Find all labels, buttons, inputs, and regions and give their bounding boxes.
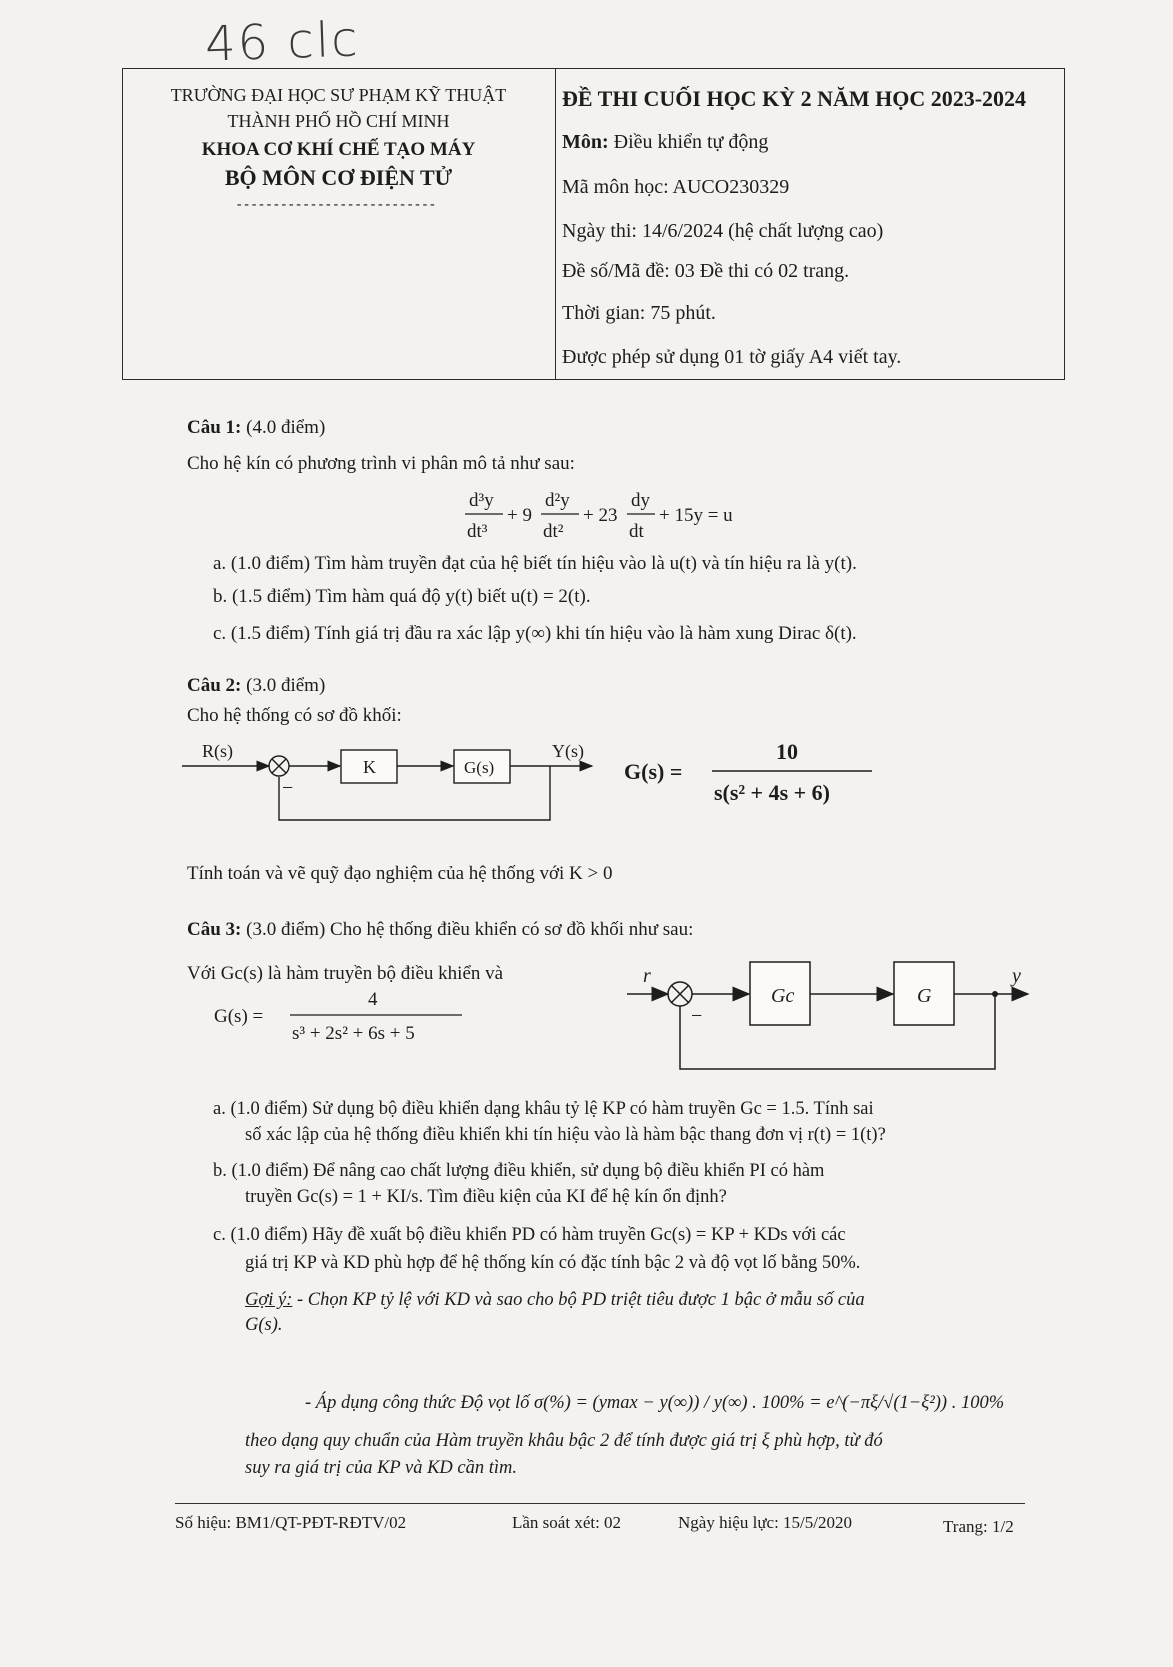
q2-gs-num: 10 bbox=[776, 739, 798, 764]
header-divider bbox=[555, 68, 556, 380]
q2-intro: Cho hệ thống có sơ đồ khối: bbox=[187, 705, 402, 726]
footer-effective-date: Ngày hiệu lực: 15/5/2020 bbox=[678, 1513, 852, 1532]
subject-label: Môn: bbox=[562, 131, 609, 153]
q3-part-a-line1: a. (1.0 điểm) Sử dụng bộ điều khiển dạng khâu tỷ lệ KP có hàm truyền Gc = 1.5. Tính sai bbox=[213, 1099, 874, 1119]
eq-plus23: + 23 bbox=[583, 505, 618, 526]
q3-hint-line4: suy ra giá trị của KP và KD cần tìm. bbox=[245, 1458, 518, 1478]
q3-hint-line1b: G(s). bbox=[245, 1315, 283, 1335]
q3-hint1a: - Chọn KP tỷ lệ với KD và sao cho bộ PD triệt tiêu được 1 bậc ở mẫu số của bbox=[297, 1290, 865, 1310]
faculty-name: KHOA CƠ KHÍ CHẾ TẠO MÁY bbox=[201, 139, 476, 160]
q3-gs-num: 4 bbox=[368, 989, 378, 1010]
q3-minus-sign: − bbox=[691, 1005, 703, 1027]
q3-intro: Cho hệ thống điều khiển có sơ đồ khối như sau: bbox=[330, 919, 694, 940]
q3-gs-lhs: G(s) = bbox=[214, 1006, 264, 1027]
q3-points: (3.0 điểm) bbox=[246, 919, 326, 940]
q3-hint-formula: - Áp dụng công thức Độ vọt lố σ(%) = (ymax − y(∞)) / y(∞) . 100% = e^(−πξ/√(1−ξ²)) . 100% bbox=[305, 1393, 1005, 1413]
eq-dt: dt bbox=[629, 521, 644, 542]
q2-minus-sign: − bbox=[282, 777, 294, 799]
q2-task: Tính toán và vẽ quỹ đạo nghiệm của hệ thống với K > 0 bbox=[187, 863, 613, 884]
q3-transfer-function bbox=[210, 987, 480, 1047]
q1-intro: Cho hệ kín có phương trình vi phân mô tả như sau: bbox=[187, 453, 575, 474]
q3-part-b-line2: truyền Gc(s) = 1 + KI/s. Tìm điều kiện của KI để hệ kín ổn định? bbox=[245, 1187, 727, 1207]
exam-duration: Thời gian: 75 phút. bbox=[562, 302, 716, 324]
footer-rule bbox=[175, 1503, 1025, 1504]
q3-block-diagram bbox=[625, 952, 1045, 1077]
q2-gs-lhs: G(s) = bbox=[624, 759, 683, 784]
q3-input-label: r bbox=[643, 965, 651, 987]
q3-block-g-label: G bbox=[917, 985, 932, 1007]
exam-date: Ngày thi: 14/6/2024 (hệ chất lượng cao) bbox=[562, 220, 884, 242]
q2-label: Câu 2: bbox=[187, 675, 242, 696]
eq-dy: dy bbox=[631, 490, 650, 511]
q2-block-k-label: K bbox=[363, 757, 376, 777]
q1-differential-equation bbox=[455, 480, 775, 550]
q3-part-c-line2: giá trị KP và KD phù hợp để hệ thống kín có đặc tính bậc 2 và độ vọt lố bằng 50%. bbox=[245, 1253, 861, 1273]
allowed-material: Được phép sử dụng 01 tờ giấy A4 viết tay. bbox=[562, 346, 902, 368]
q3-hint-label: Gợi ý: bbox=[245, 1290, 293, 1310]
eq-rest: + 15y = u bbox=[659, 505, 733, 526]
q2-block-gs-label: G(s) bbox=[464, 758, 495, 777]
q3-part-a-line2: số xác lập của hệ thống điều khiển khi tín hiệu vào là hàm bậc thang đơn vị r(t) = 1(t)? bbox=[245, 1125, 886, 1145]
q2-gs-den: s(s² + 4s + 6) bbox=[714, 780, 831, 805]
eq-plus9: + 9 bbox=[507, 505, 532, 526]
subject-line bbox=[562, 131, 768, 154]
school-name-line1: TRƯỜNG ĐẠI HỌC SƯ PHẠM KỸ THUẬT bbox=[170, 85, 507, 105]
header-dash-divider: --------------------------- bbox=[235, 197, 436, 213]
footer-page-number: Trang: 1/2 bbox=[943, 1517, 1014, 1536]
department-name: BỘ MÔN CƠ ĐIỆN TỬ bbox=[224, 165, 453, 190]
school-name-line2: THÀNH PHỐ HỒ CHÍ MINH bbox=[227, 111, 450, 131]
footer-doc-code: Số hiệu: BM1/QT-PĐT-RĐTV/02 bbox=[175, 1513, 407, 1532]
q3-hint-line3: theo dạng quy chuẩn của Hàm truyền khâu bậc 2 để tính được giá trị ξ phù hợp, từ đó bbox=[245, 1431, 883, 1451]
subject-name: Điều khiển tự động bbox=[613, 131, 769, 153]
eq-d3y: d³y bbox=[469, 490, 494, 511]
q3-block-gc-label: Gc bbox=[771, 985, 795, 1007]
q1-heading bbox=[187, 417, 325, 439]
q2-heading bbox=[187, 675, 325, 697]
q3-gs-den: s³ + 2s² + 6s + 5 bbox=[292, 1023, 415, 1044]
q3-part-b-line1: b. (1.0 điểm) Để nâng cao chất lượng điều khiển, sử dụng bộ điều khiển PI có hàm bbox=[213, 1161, 825, 1181]
q2-input-label: R(s) bbox=[202, 741, 233, 761]
exam-title: ĐỀ THI CUỐI HỌC KỲ 2 NĂM HỌC 2023-2024 bbox=[562, 86, 1027, 111]
q3-part-c-line1: c. (1.0 điểm) Hãy đề xuất bộ điều khiển PD có hàm truyền Gc(s) = KP + KDs với các bbox=[213, 1225, 846, 1245]
q2-block-diagram bbox=[180, 735, 600, 825]
footer-revision: Lần soát xét: 02 bbox=[512, 1513, 622, 1532]
eq-d2y: d²y bbox=[545, 490, 570, 511]
q1-part-a: a. (1.0 điểm) Tìm hàm truyền đạt của hệ biết tín hiệu vào là u(t) và tín hiệu ra là y(t). bbox=[213, 553, 857, 574]
q3-output-label: y bbox=[1012, 965, 1021, 987]
q3-hint-line1 bbox=[245, 1290, 865, 1311]
handwritten-note: 46 clc bbox=[204, 11, 361, 73]
q3-label: Câu 3: bbox=[187, 919, 242, 940]
eq-dt2: dt² bbox=[543, 521, 564, 542]
q2-output-label: Y(s) bbox=[552, 741, 584, 761]
eq-dt3: dt³ bbox=[467, 521, 488, 542]
q3-with-line: Với Gc(s) là hàm truyền bộ điều khiển và bbox=[187, 963, 504, 984]
q2-transfer-function bbox=[620, 735, 890, 810]
q3-heading bbox=[187, 919, 693, 941]
q1-label: Câu 1: bbox=[187, 417, 242, 438]
q1-part-b: b. (1.5 điểm) Tìm hàm quá độ y(t) biết u(t) = 2(t). bbox=[213, 586, 591, 607]
q2-points: (3.0 điểm) bbox=[246, 675, 326, 696]
exam-number: Đề số/Mã đề: 03 Đề thi có 02 trang. bbox=[562, 260, 850, 282]
q1-points: (4.0 điểm) bbox=[246, 417, 326, 438]
q1-part-c: c. (1.5 điểm) Tính giá trị đầu ra xác lập y(∞) khi tín hiệu vào là hàm xung Dirac δ(t). bbox=[213, 623, 857, 644]
course-code: Mã môn học: AUCO230329 bbox=[562, 176, 790, 198]
